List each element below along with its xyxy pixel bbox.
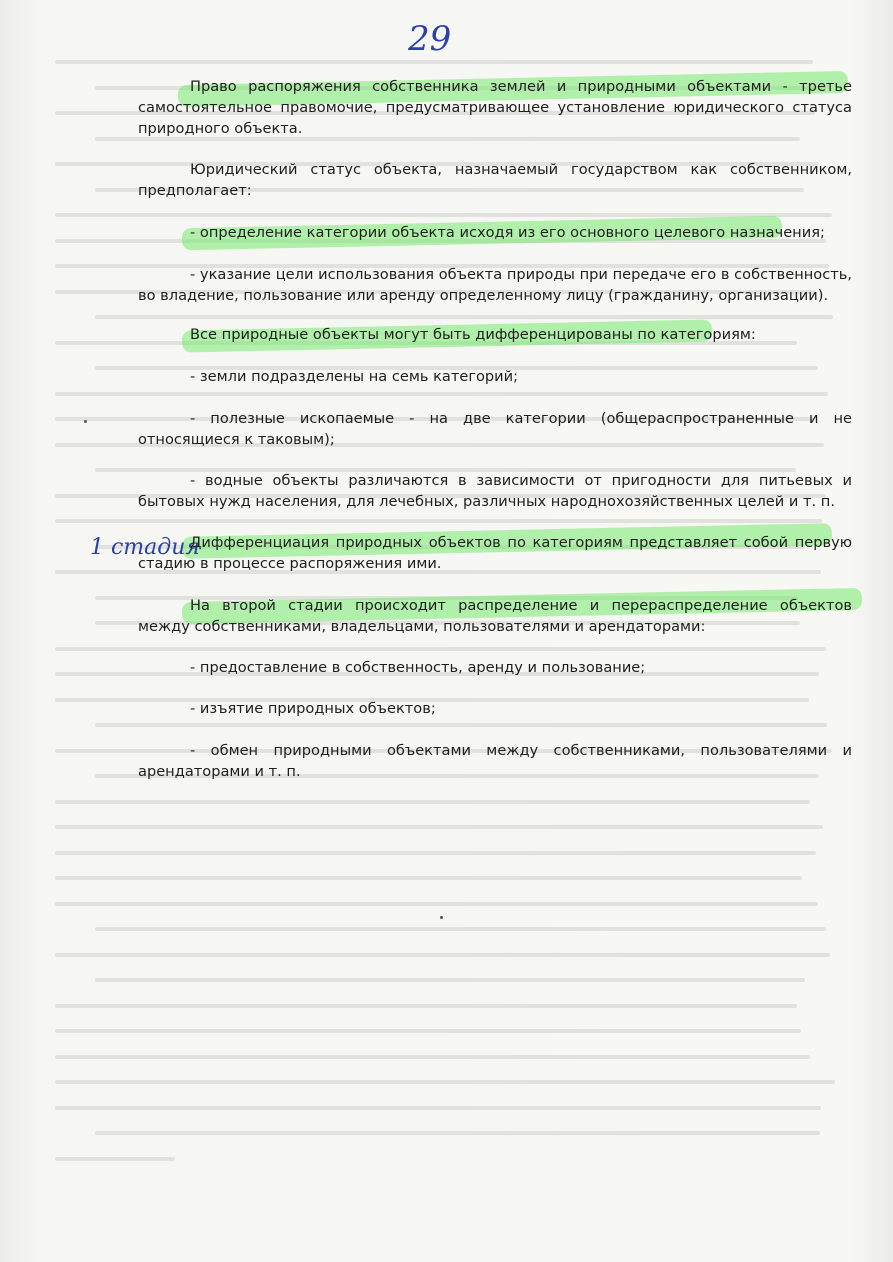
list-item-water: - водные объекты различаются в зависимости от пригодности для питьевых и бытовых нужд населения, для лечебных, различных народнохозяйственных целей и т. п.: [138, 472, 852, 510]
bleed-line: [55, 1004, 797, 1008]
list-item-withdrawal: - изъятие природных объектов;: [190, 700, 436, 717]
bleed-line: [55, 1029, 801, 1033]
paper-speck: [440, 916, 443, 919]
bleed-line: [95, 315, 833, 319]
bleed-line: [95, 978, 805, 982]
bleed-line: [55, 1106, 821, 1110]
paragraph-legal-status: Юридический статус объекта, назначаемый государством как собственником, предполагает:: [138, 161, 852, 199]
bleed-line: [55, 953, 830, 957]
bleed-line: [55, 519, 822, 523]
handwritten-page-number: [404, 18, 464, 58]
svg-text:29: 29: [408, 19, 452, 59]
list-item-category: - определение категории объекта исходя из его основного целевого назначения;: [190, 224, 825, 241]
svg-text:1 стадия: 1 стадия: [90, 535, 200, 560]
list-item-lands: - земли подразделены на семь категорий;: [190, 368, 519, 385]
bleed-line: [55, 1080, 835, 1084]
bleed-line: [95, 1131, 820, 1135]
bleed-line: [55, 60, 813, 64]
list-item-purpose: - указание цели использования объекта природы при передаче его в собственность, во владение, пользование или аренду определенному лицу (гражданину, организации).: [138, 266, 852, 304]
list-item-provision: - предоставление в собственность, аренду и пользование;: [190, 659, 646, 676]
bleed-line: [55, 1055, 810, 1059]
bleed-line: [55, 902, 818, 906]
bleed-line: [55, 876, 802, 880]
bleed-line: [55, 800, 810, 804]
bleed-line: [55, 392, 828, 396]
bleed-line: [55, 647, 826, 651]
list-item-minerals: - полезные ископаемые - на две категории (общераспространенные и не относящиеся к таковым);: [138, 410, 852, 448]
paper-speck: [84, 420, 87, 423]
paragraph-second-stage: На второй стадии происходит распределение и перераспределение объектов между собственниками, владельцами, пользователями и арендаторами:: [138, 597, 852, 635]
paragraph-first-stage: Дифференциация природных объектов по категориям представляет собой первую стадию в процессе распоряжения ими.: [138, 534, 852, 572]
bleed-line: [95, 723, 827, 727]
list-item-exchange: - обмен природными объектами между собственниками, пользователями и арендаторами и т. п.: [138, 742, 852, 780]
bleed-line: [55, 1157, 175, 1161]
bleed-line: [55, 825, 823, 829]
paragraph-categories: Все природные объекты могут быть дифференцированы по категориям:: [190, 326, 756, 343]
paragraph-disposal-right: Право распоряжения собственника землей и природными объектами - третье самостоятельное правомочие, предусматривающее установление юридического статуса природного объекта.: [138, 78, 852, 137]
bleed-line: [55, 851, 816, 855]
bleed-line: [95, 927, 826, 931]
